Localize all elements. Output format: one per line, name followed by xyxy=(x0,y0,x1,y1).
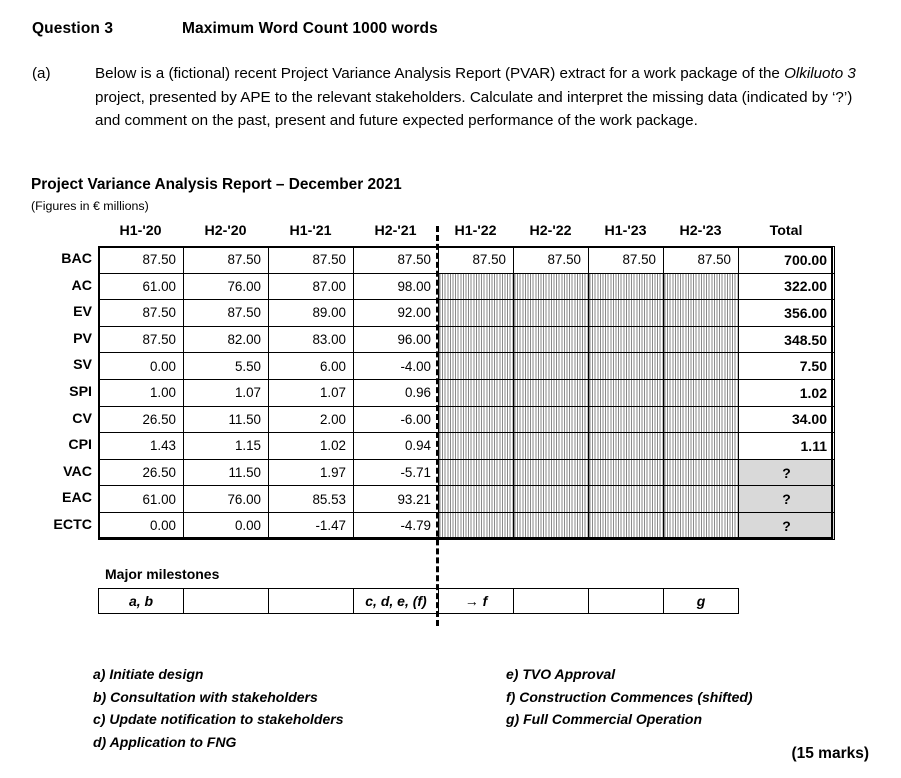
table-row xyxy=(99,406,835,433)
table-row xyxy=(99,273,835,300)
word-count-label: Maximum Word Count 1000 words xyxy=(182,20,438,37)
pvar-cell-hatched xyxy=(664,512,739,539)
part-marker: (a) xyxy=(32,65,51,82)
pvar-column-header: H2-'23 xyxy=(679,223,722,239)
pvar-cell-hatched xyxy=(589,459,664,486)
pvar-cell-hatched xyxy=(664,433,739,460)
pvar-cell-hatched xyxy=(514,512,589,539)
pvar-total-cell: 322.00 xyxy=(739,273,835,300)
pvar-cell: 0.00 xyxy=(99,512,184,539)
legend-item: g) Full Commercial Operation xyxy=(506,711,703,727)
pvar-cell-hatched xyxy=(439,326,514,353)
project-name-italic: Olkiluoto 3 xyxy=(784,65,856,82)
pvar-cell: 93.21 xyxy=(354,486,439,513)
pvar-cell: 1.00 xyxy=(99,379,184,406)
pvar-cell: 6.00 xyxy=(269,353,354,380)
pvar-total-cell: 7.50 xyxy=(739,353,835,380)
legend-item: c) Update notification to stakeholders xyxy=(93,711,344,727)
milestone-cell: c, d, e, (f) xyxy=(354,589,439,614)
pvar-cell: 87.50 xyxy=(184,300,269,327)
table-row xyxy=(99,512,835,539)
pvar-cell: 87.50 xyxy=(99,247,184,274)
pvar-cell: 26.50 xyxy=(99,459,184,486)
pvar-cell: -4.00 xyxy=(354,353,439,380)
marks-label: (15 marks) xyxy=(791,745,869,762)
pvar-cell: 1.07 xyxy=(269,379,354,406)
pvar-cell: 1.43 xyxy=(99,433,184,460)
pvar-column-header: H1-'21 xyxy=(289,223,332,239)
pvar-cell-hatched xyxy=(439,486,514,513)
table-row xyxy=(99,459,835,486)
milestone-cell xyxy=(589,589,664,614)
milestone-cell xyxy=(269,589,354,614)
pvar-table xyxy=(98,246,835,540)
pvar-cell-hatched xyxy=(514,433,589,460)
table-row xyxy=(99,326,835,353)
part-a-text-1: Below is a (fictional) recent Project Variance Analysis Report (PVAR) extract for a work package of the xyxy=(95,65,785,82)
milestone-cell xyxy=(514,589,589,614)
pvar-cell: -5.71 xyxy=(354,459,439,486)
table-row xyxy=(99,247,835,274)
pvar-cell-hatched xyxy=(589,300,664,327)
pvar-cell-hatched xyxy=(514,353,589,380)
pvar-cell-hatched xyxy=(439,300,514,327)
pvar-cell: 87.50 xyxy=(589,247,664,274)
pvar-cell-hatched xyxy=(664,459,739,486)
pvar-cell-hatched xyxy=(439,433,514,460)
pvar-cell-hatched xyxy=(589,486,664,513)
pvar-cell: 11.50 xyxy=(184,406,269,433)
pvar-total-cell: 348.50 xyxy=(739,326,835,353)
pvar-cell-hatched xyxy=(514,486,589,513)
pvar-row-header-ac: AC xyxy=(71,277,92,294)
table-row xyxy=(99,300,835,327)
milestone-cell: g xyxy=(664,589,739,614)
pvar-row-header-bac: BAC xyxy=(61,251,92,267)
pvar-total-missing: ? xyxy=(739,486,835,513)
pvar-cell-hatched xyxy=(664,326,739,353)
pvar-column-header: H2-'21 xyxy=(374,223,417,239)
pvar-column-header: Total xyxy=(769,223,803,239)
pvar-cell-hatched xyxy=(439,353,514,380)
pvar-column-header: H1-'22 xyxy=(454,223,497,239)
table-row xyxy=(99,379,835,406)
pvar-cell-hatched xyxy=(514,273,589,300)
pvar-row-header-cpi: CPI xyxy=(68,437,92,454)
pvar-column-header: H2-'22 xyxy=(529,223,572,239)
pvar-cell: 1.02 xyxy=(269,433,354,460)
pvar-cell: 87.50 xyxy=(269,247,354,274)
pvar-cell-hatched xyxy=(664,379,739,406)
time-now-divider xyxy=(436,226,439,626)
pvar-cell: 76.00 xyxy=(184,273,269,300)
pvar-row-header-spi: SPI xyxy=(69,383,92,400)
pvar-cell-hatched xyxy=(664,406,739,433)
pvar-cell: 26.50 xyxy=(99,406,184,433)
report-title: Project Variance Analysis Report – December 2021 xyxy=(31,176,402,193)
pvar-total-missing: ? xyxy=(739,459,835,486)
pvar-row-header-cv: CV xyxy=(72,410,92,427)
pvar-row-headers xyxy=(0,246,92,539)
pvar-cell-hatched xyxy=(589,379,664,406)
pvar-total-cell: 700.00 xyxy=(739,247,835,274)
milestone-cell xyxy=(184,589,269,614)
pvar-cell: 1.15 xyxy=(184,433,269,460)
pvar-cell: 89.00 xyxy=(269,300,354,327)
pvar-cell: 0.94 xyxy=(354,433,439,460)
pvar-cell: 5.50 xyxy=(184,353,269,380)
milestones-label: Major milestones xyxy=(105,566,220,582)
milestone-legend-left xyxy=(93,663,343,753)
pvar-total-missing: ? xyxy=(739,512,835,539)
pvar-cell: 0.00 xyxy=(99,353,184,380)
pvar-cell-hatched xyxy=(514,300,589,327)
table-row xyxy=(99,433,835,460)
legend-item: e) TVO Approval xyxy=(506,666,616,682)
pvar-cell: 1.07 xyxy=(184,379,269,406)
pvar-cell-hatched xyxy=(514,326,589,353)
pvar-row-header-ev: EV xyxy=(73,304,92,321)
pvar-cell: 87.50 xyxy=(99,300,184,327)
pvar-total-cell: 1.02 xyxy=(739,379,835,406)
report-subtitle: (Figures in € millions) xyxy=(31,199,149,213)
pvar-cell-hatched xyxy=(589,273,664,300)
pvar-cell: 87.50 xyxy=(439,247,514,274)
pvar-cell-hatched xyxy=(664,486,739,513)
pvar-cell-hatched xyxy=(514,406,589,433)
pvar-cell-hatched xyxy=(439,379,514,406)
pvar-cell: 87.50 xyxy=(99,326,184,353)
pvar-cell: -4.79 xyxy=(354,512,439,539)
pvar-cell-hatched xyxy=(439,459,514,486)
pvar-cell-hatched xyxy=(589,326,664,353)
pvar-cell: 1.97 xyxy=(269,459,354,486)
pvar-row-header-ectc: ECTC xyxy=(53,516,92,533)
pvar-cell: 2.00 xyxy=(269,406,354,433)
pvar-cell-hatched xyxy=(439,406,514,433)
pvar-column-header: H1-'23 xyxy=(604,223,647,239)
pvar-cell-hatched xyxy=(664,300,739,327)
part-a-text-2: project, presented by APE to the relevant stakeholders. Calculate and interpret the missing data (indicated by ‘?’) and comment on the past, present and future expected performance of the work package. xyxy=(95,88,853,129)
pvar-cell: 98.00 xyxy=(354,273,439,300)
pvar-cell: 11.50 xyxy=(184,459,269,486)
pvar-column-header: H1-'20 xyxy=(119,223,162,239)
legend-item: b) Consultation with stakeholders xyxy=(93,688,318,705)
pvar-row-header-sv: SV xyxy=(73,357,92,374)
pvar-cell: 83.00 xyxy=(269,326,354,353)
pvar-cell: 82.00 xyxy=(184,326,269,353)
pvar-cell: 61.00 xyxy=(99,273,184,300)
pvar-cell: 0.96 xyxy=(354,379,439,406)
pvar-column-header: H2-'20 xyxy=(204,223,247,239)
question-label: Question 3 xyxy=(32,20,114,37)
pvar-cell-hatched xyxy=(589,406,664,433)
legend-item: a) Initiate design xyxy=(93,666,204,682)
pvar-cell: 96.00 xyxy=(354,326,439,353)
pvar-cell-hatched xyxy=(589,433,664,460)
milestones-table-body xyxy=(99,589,739,614)
pvar-cell: 85.53 xyxy=(269,486,354,513)
pvar-cell-hatched xyxy=(514,379,589,406)
pvar-cell: 0.00 xyxy=(184,512,269,539)
pvar-cell: 92.00 xyxy=(354,300,439,327)
milestone-cell: → f xyxy=(439,589,514,614)
pvar-cell: 87.50 xyxy=(664,247,739,274)
pvar-cell: 87.50 xyxy=(354,247,439,274)
milestones-table xyxy=(98,588,739,614)
legend-item: d) Application to FNG xyxy=(93,733,237,750)
pvar-cell: -6.00 xyxy=(354,406,439,433)
milestones-row xyxy=(99,589,739,614)
pvar-cell-hatched xyxy=(589,353,664,380)
legend-item: f) Construction Commences (shifted) xyxy=(506,688,753,705)
milestone-cell: a, b xyxy=(99,589,184,614)
pvar-cell: 61.00 xyxy=(99,486,184,513)
pvar-cell-hatched xyxy=(514,459,589,486)
pvar-cell-hatched xyxy=(589,512,664,539)
pvar-cell-hatched xyxy=(439,273,514,300)
pvar-cell-hatched xyxy=(664,353,739,380)
pvar-total-cell: 356.00 xyxy=(739,300,835,327)
pvar-cell: -1.47 xyxy=(269,512,354,539)
pvar-row-header-pv: PV xyxy=(73,330,92,347)
pvar-cell-hatched xyxy=(439,512,514,539)
pvar-table-body xyxy=(99,247,835,540)
table-row xyxy=(99,486,835,513)
milestone-legend-right xyxy=(506,663,753,731)
pvar-row-header-vac: VAC xyxy=(63,463,92,480)
pvar-row-header-eac: EAC xyxy=(62,490,92,507)
table-row xyxy=(99,353,835,380)
pvar-cell: 87.00 xyxy=(269,273,354,300)
pvar-cell: 87.50 xyxy=(184,247,269,274)
pvar-cell: 76.00 xyxy=(184,486,269,513)
pvar-total-cell: 1.11 xyxy=(739,433,835,460)
pvar-cell-hatched xyxy=(664,273,739,300)
pvar-total-cell: 34.00 xyxy=(739,406,835,433)
pvar-cell: 87.50 xyxy=(514,247,589,274)
